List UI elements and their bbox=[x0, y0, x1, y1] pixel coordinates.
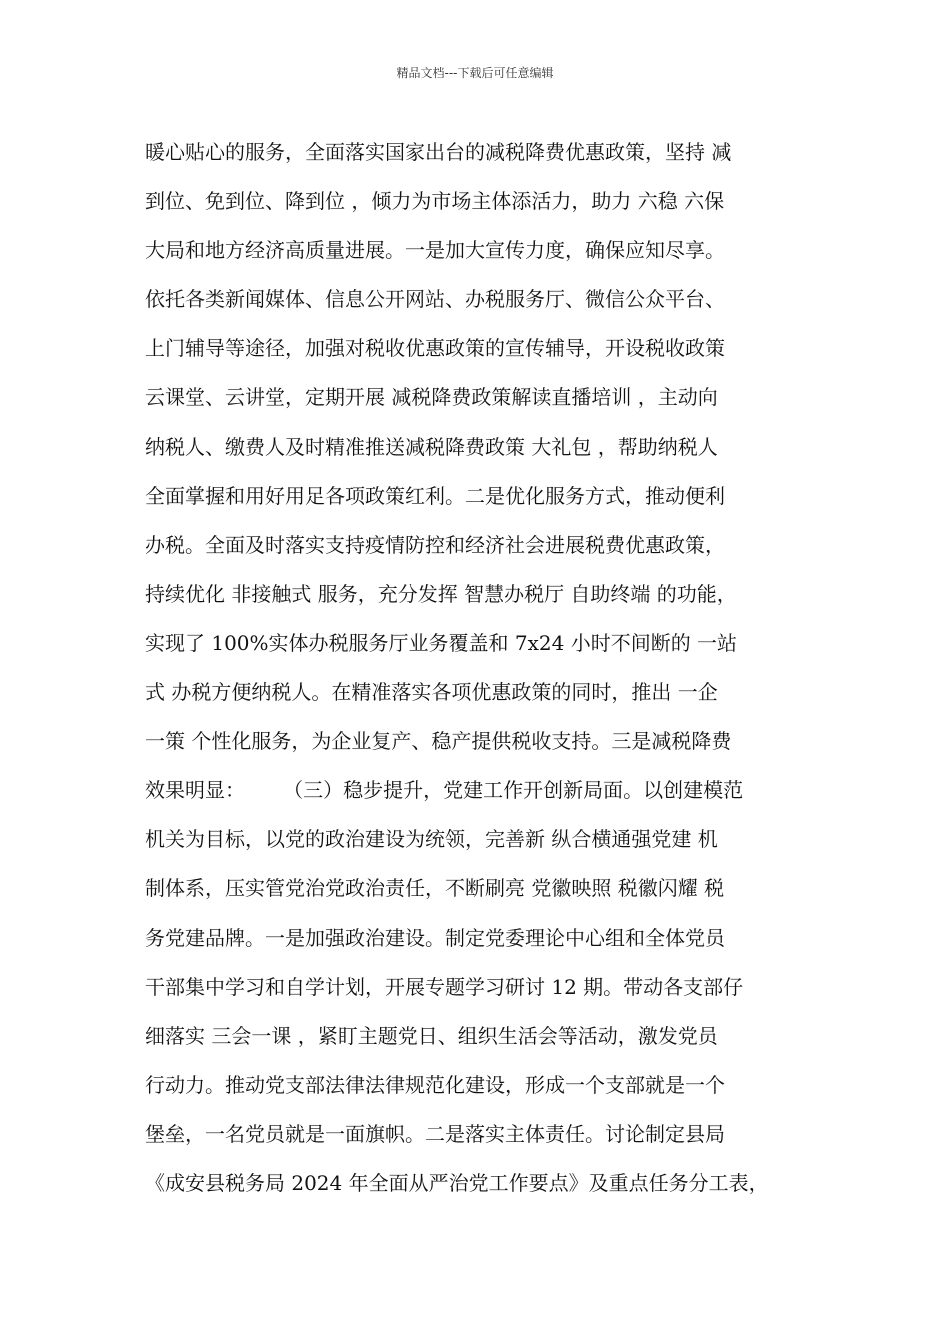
text-line: 到位、免到位、降到位 ，倾力为市场主体添活力，助力 六稳 六保 bbox=[145, 189, 725, 214]
text-line: 式 办税方便纳税人。在精准落实各项优惠政策的同时，推出 一企 bbox=[145, 680, 718, 705]
text-line: 纳税人、缴费人及时精准推送减税降费政策 大礼包 ，帮助纳税人 bbox=[145, 434, 718, 459]
text-line: 堡垒，一名党员就是一面旗帜。二是落实主体责任。讨论制定县局 bbox=[145, 1121, 725, 1146]
text-line: 实现了 100%实体办税服务厅业务覆盖和 7x24 小时不间断的 一站 bbox=[145, 630, 738, 655]
text-line: 持续优化 非接触式 服务，充分发挥 智慧办税厅 自助终端 的功能， bbox=[145, 581, 737, 606]
text-line: 云课堂、云讲堂，定期开展 减税降费政策解读直播培训 ，主动向 bbox=[145, 385, 718, 410]
text-line: 细落实 三会一课 ，紧盯主题党日、组织生活会等活动，激发党员 bbox=[145, 1023, 718, 1048]
document-body bbox=[145, 128, 845, 1208]
text-line: 上门辅导等途径，加强对税收优惠政策的宣传辅导，开设税收政策 bbox=[145, 336, 725, 361]
text-line: 干部集中学习和自学计划，开展专题学习研讨 12 期。带动各支部仔 bbox=[145, 974, 744, 999]
text-line: 《成安县税务局 2024 年全面从严治党工作要点》及重点任务分工表， bbox=[145, 1170, 769, 1195]
text-line: 依托各类新闻媒体、信息公开网站、办税服务厅、微信公众平台、 bbox=[145, 287, 725, 312]
text-line: 务党建品牌。一是加强政治建设。制定党委理论中心组和全体党员 bbox=[145, 925, 725, 950]
text-line: 大局和地方经济高质量进展。一是加大宣传力度，确保应知尽享。 bbox=[145, 238, 725, 263]
text-line: 全面掌握和用好用足各项政策红利。二是优化服务方式，推动便利 bbox=[145, 483, 725, 508]
text-line: 机关为目标，以党的政治建设为统领，完善新 纵合横通强党建 机 bbox=[145, 827, 718, 852]
text-line: 暖心贴心的服务，全面落实国家出台的减税降费优惠政策，坚持 减 bbox=[145, 140, 732, 164]
page-header: 精品文档---下载后可任意编辑 bbox=[396, 66, 554, 80]
text-line: 效果明显： （三）稳步提升，党建工作开创新局面。以创建模范 bbox=[145, 778, 744, 803]
text-line: 行动力。推动党支部法律法律规范化建设，形成一个支部就是一个 bbox=[145, 1072, 725, 1097]
text-line: 办税。全面及时落实支持疫情防控和经济社会进展税费优惠政策， bbox=[145, 532, 725, 557]
text-line: 制体系，压实管党治党政治责任，不断刷亮 党徽映照 税徽闪耀 税 bbox=[145, 876, 725, 901]
text-line: 一策 个性化服务，为企业复产、稳产提供税收支持。三是减税降费 bbox=[145, 729, 732, 754]
